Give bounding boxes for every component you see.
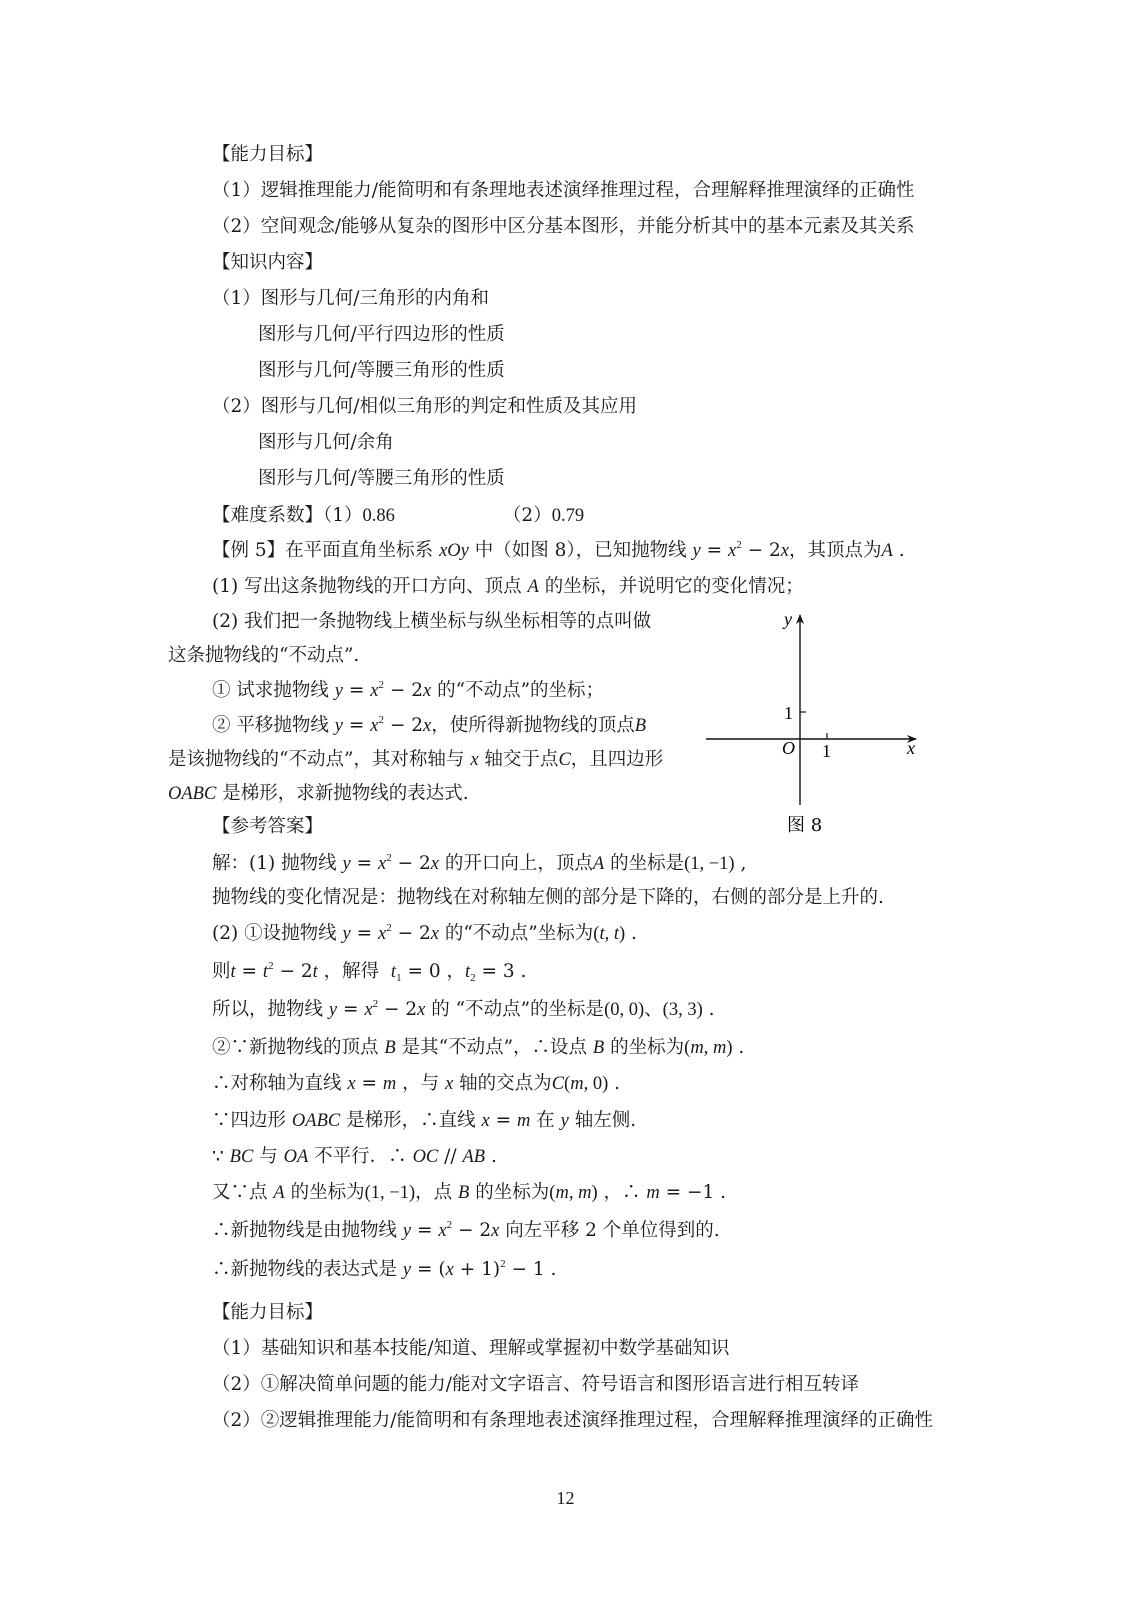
answer-text: ∵四边形 [212,1110,287,1131]
knowledge-heading: 【知识内容】 [212,252,324,273]
answer-line: ∵ BC 与 OA 不平行．∴ OC // AB . [212,1146,497,1167]
difficulty-part1-value: 0.86 [362,506,395,526]
answer-text: ∴新抛物线的表达式是 [212,1259,398,1280]
difficulty-part2-value: 0.79 [551,506,585,526]
example-stem-text: 在平面直角坐标系 [285,540,434,561]
knowledge-item: 图形与几何/平行四边形的性质 [258,324,505,345]
answer-text: 的 “不动点”的坐标是 [431,999,605,1020]
example-stem-text: ，其顶点为 [789,540,882,561]
example-question-2: (2) 我们把一条抛物线上横坐标与纵坐标相等的点叫做 [212,611,652,632]
example-stem: 【例 5】在平面直角坐标系 xOy 中（如图 8），已知抛物线 $y = x^2 - 2x$，其顶点为A . [212,539,905,561]
answer-text: 轴的交点为 [459,1073,552,1094]
origin-label: O [782,738,795,758]
example-q-text: 的“不动点”的坐标； [437,680,605,701]
example-question-2-2: ② 平移抛物线 $y = x^2 - 2x$，使所得新抛物线的顶点B [212,714,647,736]
ability-heading: 【能力目标】 [212,1302,324,1323]
example-q-text: ，且四边形 [570,749,664,770]
example-question-2-2-end: OABC 是梯形，求新抛物线的表达式. [168,783,469,804]
example-q-text: 是梯形，求新抛物线的表达式. [222,783,469,804]
answer-text: 是其“不动点”，∴设点 [401,1037,588,1058]
example-question-1: (1) 写出这条抛物线的开口方向、顶点 A 的坐标，并说明它的变化情况； [212,576,804,597]
answer-heading: 【参考答案】 [212,816,324,837]
answer-text: 的坐标为 [610,1037,685,1058]
answer-text: 在 [536,1110,555,1131]
example-q-text: 是该抛物线的“不动点”，其对称轴与 [168,749,465,770]
answer-text: 的“不动点”坐标为 [444,923,594,944]
example-q-text: ① 试求抛物线 [212,680,329,701]
knowledge-item: 图形与几何/等腰三角形的性质 [258,468,505,489]
answer-text: 是梯形，∴直线 [346,1110,476,1131]
difficulty-label: 【难度系数】 [212,505,324,526]
example-q-text: 轴交于点 [484,749,559,770]
answer-line: (2) ①设抛物线 $y = x^2 - 2x$ 的“不动点”坐标为(t, t) . [212,922,637,944]
answer-text: ，点 [415,1182,453,1203]
answer-text: 的坐标是 [610,853,685,874]
example-label: 【例 5】 [212,540,286,561]
ability-item: （1）基础知识和基本技能/知道、理解或掌握初中数学基础知识 [212,1338,730,1359]
ability-item: （2）空间观念/能够从复杂的图形中区分基本图形，并能分析其中的基本元素及其关系 [212,216,915,237]
answer-line: ∴新抛物线的表达式是 $y = (x + 1)^2 - 1$ . [212,1258,557,1280]
answer-text: 的坐标为 [290,1182,365,1203]
x-tick-label: 1 [822,741,831,761]
answer-line: 解：(1) 抛物线 $y = x^2 - 2x$ 的开口向上，顶点A 的坐标是(1, −1) , [212,852,747,874]
answer-text: ②∵新抛物线的顶点 [212,1037,379,1058]
example-q-text: 的坐标，并说明它的变化情况； [544,576,804,597]
ability-item: （2）②逻辑推理能力/能简明和有条理地表述演绎推理过程，合理解释推理演绎的正确性 [212,1410,934,1431]
knowledge-item: （1）图形与几何/三角形的内角和 [212,288,490,309]
example-q-text: (1) 写出这条抛物线的开口方向、顶点 [212,576,522,597]
x-axis-label: x [907,738,915,758]
example-q-text: ② 平移抛物线 [212,715,329,736]
answer-line: 所以，抛物线 $y = x^2 - 2x$ 的 “不动点”的坐标是(0, 0)、(3, 3) . [212,998,715,1020]
answer-text: 向左平移 2 个单位得到的. [505,1220,720,1241]
answer-text: (2) ①设抛物线 [212,923,337,944]
answer-text: 所以，抛物线 [212,999,324,1020]
answer-text: ∴新抛物线是由抛物线 [212,1220,398,1241]
example-question-2-cont: 这条抛物线的“不动点”. [168,645,360,666]
answer-text: 轴左侧. [574,1110,637,1131]
knowledge-item: 图形与几何/等腰三角形的性质 [258,360,505,381]
example-stem-text: 中（如图 8），已知抛物线 [474,540,687,561]
answer-line: ②∵新抛物线的顶点 B 是其“不动点”，∴设点 B 的坐标为(m, m) . [212,1037,745,1058]
difficulty-part1-label: （1） [323,505,363,526]
answer-text: ，与 [402,1073,440,1094]
answer-text: 的坐标为 [475,1182,550,1203]
answer-text: 则 [212,961,231,982]
knowledge-item: 图形与几何/余角 [258,432,394,453]
answer-line: 又∵点 A 的坐标为(1, −1)，点 B 的坐标为(m, m) ，∴ m = −1 . [212,1182,727,1203]
answer-line: ∴对称轴为直线 x = m ，与 x 轴的交点为C(m, 0) . [212,1073,621,1094]
difficulty-line [212,504,584,528]
answer-text: 解：(1) 抛物线 [212,853,337,874]
page-number: 12 [556,1488,575,1508]
answer-text: ，解得 [323,961,380,982]
answer-line: ∴新抛物线是由抛物线 $y = x^2 - 2x$ 向左平移 2 个单位得到的. [212,1219,720,1241]
y-tick-label: 1 [784,703,793,723]
answer-text: 又∵点 [212,1182,268,1203]
answer-line: 则$t = t^2 - 2t$ ，解得 $t_1 = 0$ ，$t_2 = 3$ . [212,960,527,984]
ability-heading: 【能力目标】 [212,144,324,165]
answer-line: 抛物线的变化情况是：抛物线在对称轴左侧的部分是下降的，右侧的部分是上升的. [212,887,884,908]
difficulty-part2-label: （2） [502,505,552,526]
answer-text: 与 [259,1146,278,1167]
answer-line: ∵四边形 OABC 是梯形，∴直线 x = m 在 y 轴左侧. [212,1110,637,1131]
example-q-text: ，使所得新抛物线的顶点 [431,715,635,736]
figure-8 [700,605,940,855]
y-axis-label: y [784,609,792,629]
ability-item: （1）逻辑推理能力/能简明和有条理地表述演绎推理过程，合理解释推理演绎的正确性 [212,180,915,201]
figure-caption: 图 8 [787,815,823,836]
answer-text: ∴对称轴为直线 [212,1073,342,1094]
example-question-2-1: ① 试求抛物线 $y = x^2 - 2x$ 的“不动点”的坐标； [212,679,605,701]
answer-text: 不平行．∴ [314,1146,407,1167]
ability-item: （2）①解决简单问题的能力/能对文字语言、符号语言和图形语言进行相互转译 [212,1374,860,1395]
example-question-2-2-cont: 是该抛物线的“不动点”，其对称轴与 x 轴交于点C，且四边形 [168,749,664,770]
knowledge-item: （2）图形与几何/相似三角形的判定和性质及其应用 [212,396,638,417]
answer-text: 的开口向上，顶点 [444,853,593,874]
